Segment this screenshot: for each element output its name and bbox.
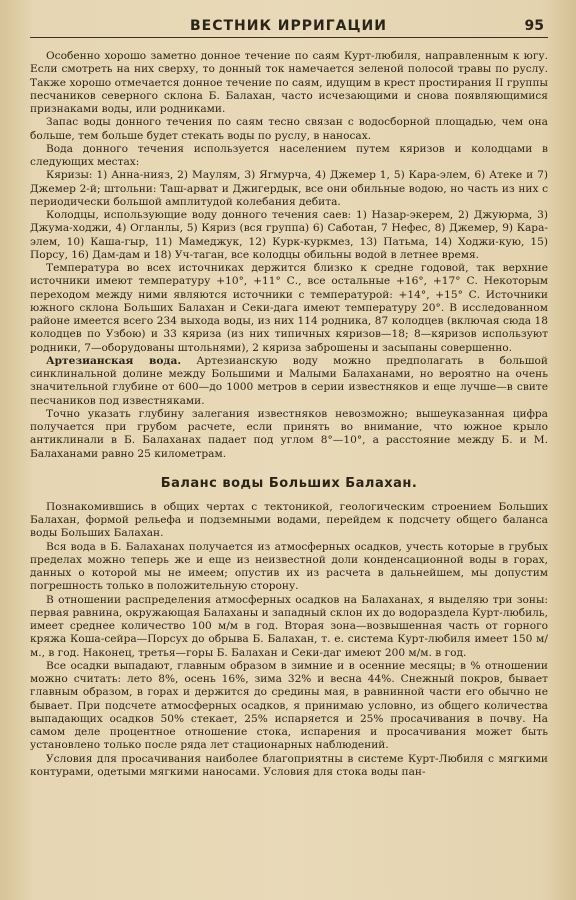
paragraph: В отношении распределения атмосферных осадков на Балаханах, я выделяю три зоны: первая равнина, окружающая Балаханы и западный склон их до водораздела Курт-любиль, имеет среднее количество 100 м/м в год. Вторая зона—возвышенная часть от горного кряжа Коша-сейра—Порсух до обрыва Б. Балахан, т. е. система Курт-любиля имеет 150 м/м., в год. Наконец, третья—горы Б. Балахан и Секи-даг имеют 200 м/м. в год. <box>30 593 548 659</box>
running-header <box>30 18 548 38</box>
paragraph: Все осадки выпадают, главным образом в зимние и в осенние месяцы; в % отношении можно считать: лето 8%, осень 16%, зима 32% и весна 44%. Снежный покров, бывает главным образом, в горах и держится до средины мая, в равнинной части его обычно не бывает. При подсчете атмосферных осадков, я принимаю условно, из общего количества выпадающих осадков 50% стекает, 25% испаряется и 25% просачивания в почву. На самом деле процентное отношение стока, испарения и просачивания может быть установлено только после ряда лет стационарных наблюдений. <box>30 659 548 752</box>
paragraph: Колодцы, использующие воду донного течения саев: 1) Назар-экерем, 2) Джуюрма, 3) Джума-ходжи, 4) Огланлы, 5) Кяриз (вся группа) 6) Саботан, 7 Нефес, 8) Джемер, 9) Кара-элем, 10) Каша-гыр, 11) Мамеджук, 12) Курк-куркмез, 13) Патьма, 14) Ходжи-кую, 15) Порсу, 16) Дам-дам и 18) Уч-таган, все колодцы обильны водой в летнее время. <box>30 209 548 261</box>
paragraph: Вся вода в Б. Балаханах получается из атмосферных осадков, учесть которые в грубых пределах можно теперь же и еще из неизвестной доли конденсационной воды в горах, данных о которой мы не имеем; опустив их из расчета в дальнейшем, мы допустим погрешность только в положительную сторону. <box>30 540 548 593</box>
paragraph: Температура во всех источниках держится близко к средне годовой, так верхние источники имеют температуру +10°, +11° С., все остальные +16°, +17° С. Некоторым переходом между ними являются источники с температурой: +14°, +15° С. Источники южного склона Больших Балахан и Секи-дага имеют температуру 20°. В исследованном районе имеется всего 234 выхода воды, из них 114 родника, 87 колодцев (включая сюда 18 колодцев по Узбою) и 33 кяриза (из них типичных кяризов—18; 8—кяризов используют родники, 7—оборудованы штольнями), 2 кяриза заброшены и засыпаны совершенно. <box>30 262 548 354</box>
paragraph: Особенно хорошо заметно донное течение по саям Курт-любиля, направленным к югу. Если смотреть на них сверху, то донный ток намечается зеленой полосой травы по руслу. Также хорошо отмечается донное течение по саям, идущим в крест простирания II группы песчаников северного склона Б. Балахан, часто исчезающими и снова появляющимися признаками воды, или родниками. <box>30 50 548 115</box>
paragraph: Кяризы: 1) Анна-нияз, 2) Маулям, 3) Ягмурча, 4) Джемер 1, 5) Кара-элем, 6) Атеке и 7) Джемер 2-й; штольни: Таш-арват и Джигердык, все они обильные водою, но часть из них с периодически большой амплитудой колебания дебита. <box>30 169 548 208</box>
section-heading: Баланс воды Больших Балахан. <box>160 475 418 491</box>
article-body <box>30 50 548 779</box>
artesian-lead: Артезианская вода. <box>46 354 182 367</box>
paragraph: Условия для просачивания наиболее благоприятны в системе Курт-Любиля с мягкими контурами, одетыми мягкими наносами. Условия для стока воды пан- <box>30 752 548 778</box>
page-number: 95 <box>524 18 544 34</box>
paragraph: Точно указать глубину залегания известняков невозможно; вышеуказанная цифра получается при грубом расчете, если принять во внимание, что южное крыло антиклинали в Б. Балаханах падает под углом 8°—10°, а расстояние между Б. и М. Балаханами равно 25 километрам. <box>30 407 548 460</box>
paragraph: Познакомившись в общих чертах с тектоникой, геологическим строением Больших Балахан, формой рельефа и подземными водами, перейдем к подсчету общего баланса воды Больших Балахан. <box>30 500 548 540</box>
artesian-paragraph <box>30 355 548 408</box>
artesian-text: Артезианскую воду можно предполагать в большой синклинальной долине между Большими и Малыми Балаханами, но вероятно на очень значительной глубине от 600—до 1000 метров в серии известняков и еще лучше—в свите песчаников под известняками. <box>30 354 548 407</box>
journal-title: ВЕСТНИК ИРРИГАЦИИ <box>190 18 387 34</box>
paragraph: Вода донного течения используется населением путем кяризов и колодцами в следующих местах: <box>30 142 548 168</box>
paragraph: Запас воды донного течения по саям тесно связан с водосборной площадью, чем она больше, тем больше будет стекать воды по руслу, в наносах. <box>30 116 548 142</box>
